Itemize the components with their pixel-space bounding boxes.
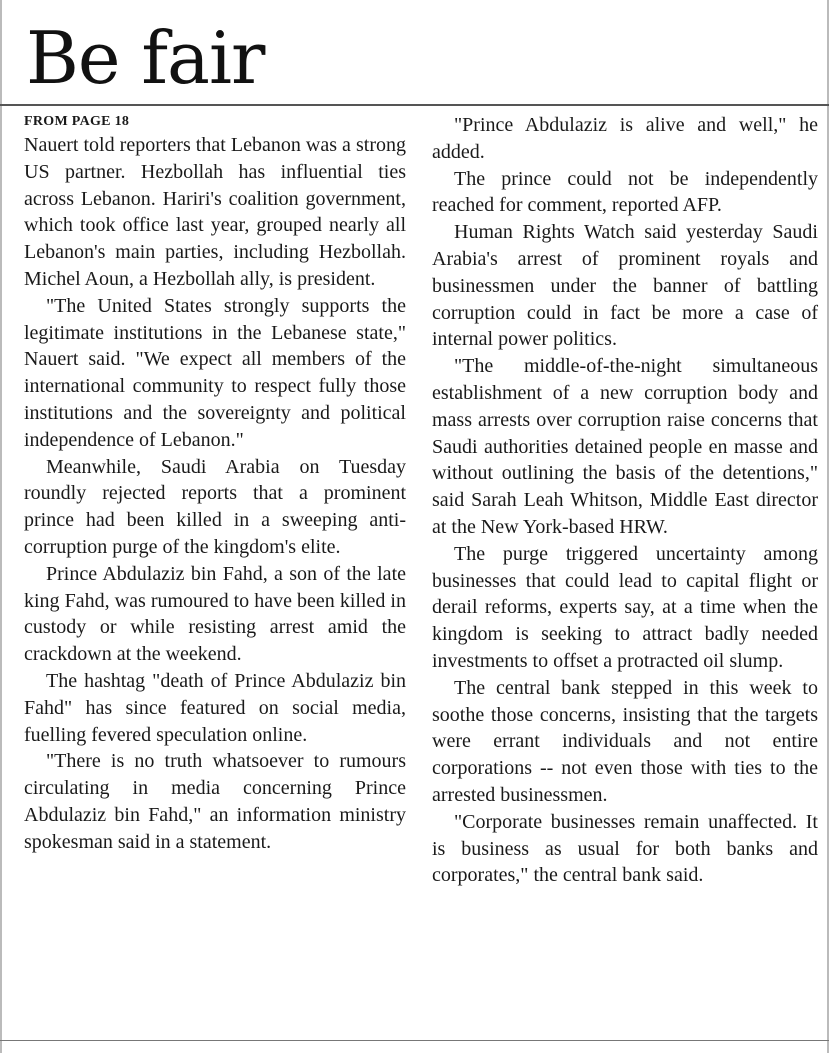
- paragraph: Meanwhile, Saudi Arabia on Tuesday roundly rejected reports that a prominent prince had been killed in a sweeping anticorruption purge of the kingdom's elite.: [24, 455, 406, 558]
- paragraph: Prince Abdulaziz bin Fahd, a son of the late king Fahd, was rumoured to have been killed in custody or while resisting arrest amid the crackdown at the weekend.: [24, 562, 406, 666]
- left-column: [24, 112, 406, 856]
- paragraph: "Prince Abdulaziz is alive and well," he added.: [432, 114, 818, 163]
- headline-rule: [0, 104, 829, 106]
- paragraph: The purge triggered uncertainty among businesses that could lead to capital flight or derail reforms, experts say, at a time when the kingdom is seeking to attract badly needed investments to offset a protracted oil slump.: [432, 542, 818, 672]
- paragraph: The central bank stepped in this week to soothe those concerns, insisting that the targets were errant individuals and not entire corporations -- not even those with ties to the arrested businessmen.: [432, 676, 818, 806]
- paragraph: "Corporate businesses remain unaffected. It is business as usual for both banks and corporates," the central bank said.: [432, 810, 818, 887]
- paragraph: The hashtag "death of Prince Abdulaziz bin Fahd" has since featured on social media, fuelling fevered speculation online.: [24, 669, 406, 746]
- paragraph: Human Rights Watch said yesterday Saudi Arabia's arrest of prominent royals and businessmen under the banner of battling corruption could in fact be more a case of internal power politics.: [432, 221, 818, 351]
- paragraph: The prince could not be independently reached for comment, reported AFP.: [432, 167, 818, 217]
- paragraph: Nauert told reporters that Lebanon was a strong US partner. Hezbollah has influential ties across Lebanon. Hariri's coalition government, which took office last year, grouped nearly all Lebanon's main parties, including Hezbollah. Michel Aoun, a Hezbollah ally, is president.: [24, 134, 406, 290]
- continued-from-label: FROM PAGE 18: [24, 114, 130, 129]
- paragraph: "There is no truth whatsoever to rumours circulating in media concerning Prince Abdulaziz bin Fahd," an information ministry spokesman said in a statement.: [24, 750, 406, 853]
- right-column: [432, 112, 818, 889]
- page-edge-left: [0, 0, 2, 1053]
- paragraph: "The middle-of-the-night simultaneous establishment of a new corruption body and mass arrests over corruption raise concerns that Saudi authorities detained people en masse and without outlining the basis of the detentions," said Sarah Leah Whitson, Middle East director at the New York-based HRW.: [432, 355, 818, 538]
- headline: Be fair: [26, 16, 265, 100]
- paragraph: "The United States strongly supports the legitimate institutions in the Lebanese state," Nauert said. "We expect all members of the international community to respect fully those institutions and the sovereignty and political independence of Lebanon.": [24, 294, 406, 451]
- bottom-rule: [0, 1040, 829, 1041]
